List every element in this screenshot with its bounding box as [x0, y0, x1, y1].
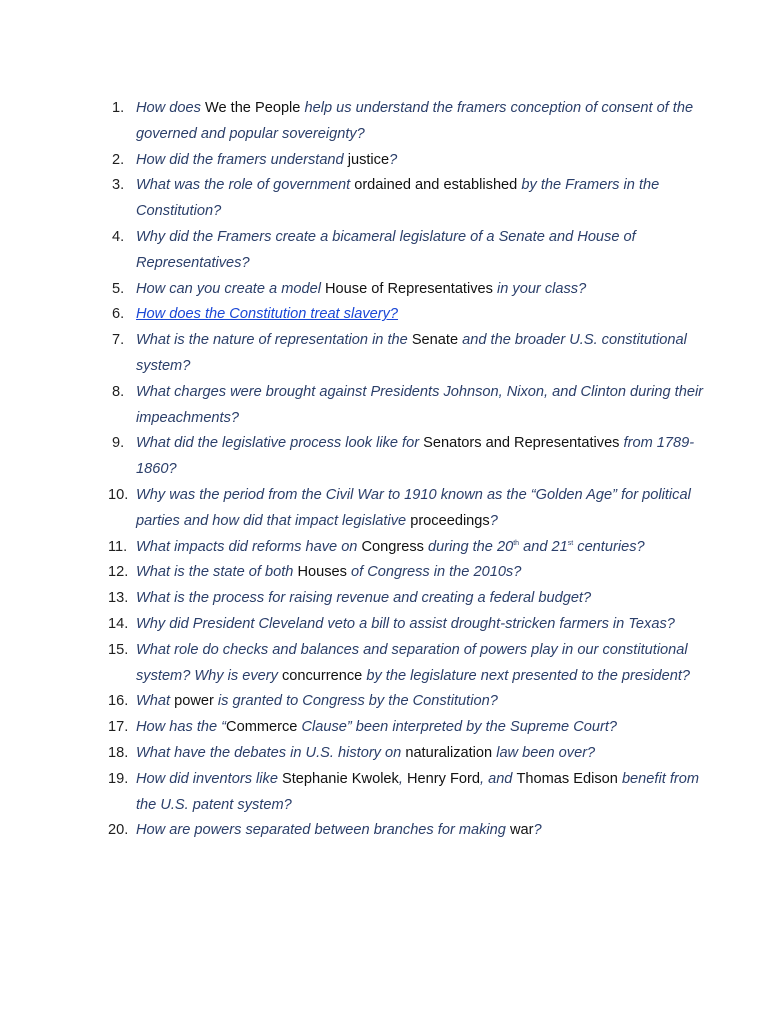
key-term: Senators and Representatives — [423, 435, 620, 452]
question-text: , — [398, 770, 407, 787]
key-term: Commerce — [226, 719, 298, 736]
question — [136, 302, 708, 328]
key-term: proceedings — [410, 512, 490, 529]
question-text: during the 20 — [423, 538, 514, 555]
question-text: by the legislature next presented to the president? — [362, 667, 691, 684]
list-item — [108, 586, 708, 612]
question-text: in your class? — [492, 280, 587, 297]
question-text: What did the legislative process look like for — [136, 435, 424, 452]
question-text: How can you create a model — [136, 280, 326, 297]
list-item-number: 13. — [108, 590, 129, 607]
ordinal-suffix: th — [513, 539, 520, 547]
question-text: and 21 — [519, 538, 568, 555]
list-item — [108, 96, 708, 148]
list-item — [108, 431, 708, 483]
question-text: How does — [136, 100, 205, 116]
question — [136, 586, 708, 612]
question — [136, 277, 708, 303]
question-text: , and — [479, 770, 517, 787]
list-item-number: 12. — [108, 564, 129, 581]
question — [136, 638, 708, 690]
question — [136, 741, 708, 767]
question-text: How did the framers understand — [136, 151, 348, 168]
question-text: ? — [489, 512, 498, 529]
key-term: Senate — [411, 332, 459, 349]
key-term: power — [174, 693, 214, 710]
list-item — [108, 483, 708, 535]
list-item — [108, 328, 708, 380]
list-item-number: 1. — [112, 100, 125, 116]
question — [136, 767, 708, 819]
list-item — [108, 715, 708, 741]
key-term: Houses — [297, 564, 347, 581]
question — [136, 535, 708, 561]
question-text: How did inventors like — [136, 770, 283, 787]
key-term: naturalization — [405, 744, 493, 761]
list-item-number: 15. — [108, 641, 129, 658]
question — [136, 689, 708, 715]
list-item — [108, 277, 708, 303]
question — [136, 483, 708, 535]
list-item-number: 19. — [108, 770, 129, 787]
question-text: and the broader U.S. constitutional system? — [136, 332, 687, 374]
list-item — [108, 173, 708, 225]
question-text: What is the nature of representation in the — [136, 332, 412, 349]
question-text: How has the “ — [136, 719, 227, 736]
question-text: How are powers separated between branches for making — [136, 822, 510, 839]
question-text: What role do checks and balances and separation of powers play in our constitutional system? Why is every — [136, 641, 688, 684]
question — [136, 818, 708, 844]
question — [136, 173, 708, 225]
question-link[interactable]: How does the Constitution treat slavery? — [136, 306, 399, 323]
question-text: What charges were brought against Presidents Johnson, Nixon, and Clinton during their impeachments? — [136, 383, 704, 426]
key-term: Stephanie Kwolek — [282, 770, 399, 787]
list-item — [108, 689, 708, 715]
list-item — [108, 148, 708, 174]
question-text: centuries? — [573, 538, 645, 555]
question — [136, 612, 708, 638]
list-item-number: 9. — [112, 435, 125, 452]
list-item-number: 2. — [112, 151, 125, 168]
list-item-number: 11. — [108, 538, 128, 555]
question-text: Why did the Framers create a bicameral legislature of a Senate and House of Representatives? — [136, 228, 636, 271]
list-item — [108, 560, 708, 586]
list-item-number: 7. — [112, 332, 125, 349]
question — [136, 148, 708, 174]
list-item — [108, 818, 708, 844]
key-term: Congress — [361, 538, 424, 555]
list-item — [108, 380, 708, 432]
question — [136, 225, 708, 277]
question — [136, 328, 708, 380]
question-text: What was the role of government — [136, 177, 355, 194]
list-item-number: 5. — [112, 280, 125, 297]
list-item-number: 17. — [108, 719, 129, 736]
list-item-number: 14. — [108, 615, 129, 632]
question-text: What have the debates in U.S. history on — [136, 744, 406, 761]
question-text: Clause” been interpreted by the Supreme Court? — [297, 719, 618, 736]
question-text: What is the state of both — [136, 564, 298, 581]
key-term: Henry Ford — [406, 770, 480, 787]
list-item-number: 4. — [112, 228, 125, 245]
question-text: from 1789-1860? — [136, 435, 695, 478]
question-text: Why did President Cleveland veto a bill to assist drought-stricken farmers in Texas? — [136, 615, 675, 632]
key-term: Thomas Edison — [516, 770, 618, 787]
question-text: help us understand the framers conception of consent of the governed and popular sovereignty? — [136, 100, 694, 142]
question — [136, 560, 708, 586]
question-text: What is the process for raising revenue and creating a federal budget? — [136, 590, 592, 607]
list-item-number: 20. — [108, 822, 129, 839]
key-term: justice — [347, 151, 390, 168]
list-item-number: 3. — [112, 177, 125, 194]
question-text: ? — [389, 151, 398, 168]
list-item — [108, 612, 708, 638]
list-item — [108, 302, 708, 328]
list-item — [108, 741, 708, 767]
list-item — [108, 767, 708, 819]
key-term: We the People — [204, 100, 301, 116]
ordinal-suffix: st — [567, 539, 574, 547]
question — [136, 431, 708, 483]
key-term: ordained and established — [354, 177, 518, 194]
key-term: House of Representatives — [325, 280, 493, 297]
question-text: by the Framers in the Constitution? — [136, 177, 660, 220]
question-text: is granted to Congress by the Constitution? — [213, 693, 498, 710]
question — [136, 96, 708, 148]
list-item — [108, 535, 708, 561]
question-text: What impacts did reforms have on — [136, 538, 362, 555]
question-text: law been over? — [492, 744, 596, 761]
key-term: concurrence — [281, 667, 363, 684]
question-text: Why was the period from the Civil War to 1910 known as the “Golden Age” for political parties and how did that impact legislative — [136, 486, 691, 529]
key-term: war — [509, 822, 534, 839]
list-item-number: 18. — [108, 744, 129, 761]
list-item-number: 8. — [112, 383, 125, 400]
question-text: ? — [533, 822, 542, 839]
question-list — [108, 96, 708, 844]
list-item — [108, 638, 708, 690]
question-text: What — [136, 693, 175, 710]
question-text: of Congress in the 2010s? — [346, 564, 522, 581]
list-item-number: 10. — [108, 486, 129, 503]
list-item-number: 6. — [112, 306, 125, 323]
question — [136, 380, 708, 432]
list-item-number: 16. — [108, 693, 129, 710]
list-item — [108, 225, 708, 277]
question-text: benefit from the U.S. patent system? — [136, 770, 700, 813]
question — [136, 715, 708, 741]
